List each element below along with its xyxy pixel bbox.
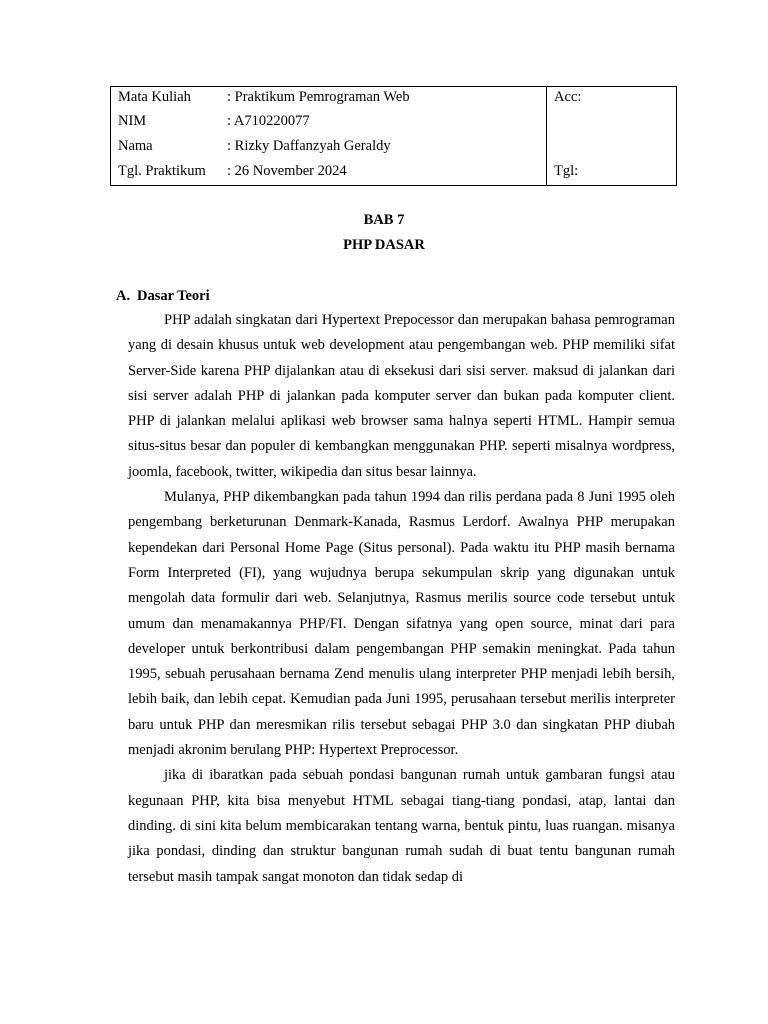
paragraph: PHP adalah singkatan dari Hypertext Prepocessor dan merupakan bahasa pemrograman yang di desain khusus untuk web development atau pengembangan web. PHP memiliki sifat Server-Side karena PHP dijalankan atau di eksekusi dari sisi server. maksud di jalankan dari sisi server adalah PHP di jalankan pada komputer server dan bukan pada komputer client. PHP di jalankan melalui aplikasi web browser sama halnya seperti HTML. Hampir semua situs-situs besar dan populer di kembangkan menggunakan PHP. seperti misalnya wordpress, joomla, facebook, twitter, wikipedia dan situs besar lainnya. [128,312,675,480]
acc-label: Acc: [554,89,582,105]
header-value: : A710220077 [227,113,310,129]
header-approval-cell [547,87,676,185]
paragraph: Mulanya, PHP dikembangkan pada tahun 1994 dan rilis perdana pada 8 Juni 1995 oleh pengembang berketurunan Denmark-Kanada, Rasmus Lerdorf. Awalnya PHP merupakan kependekan dari Personal Home Page (Situs personal). Pada waktu itu PHP masih bernama Form Interpreted (FI), yang wujudnya berupa sekumpulan skrip yang digunakan untuk mengolah data formulir dari web. Selanjutnya, Rasmus merilis source code tersebut untuk umum dan menamakannya PHP/FI. Dengan sifatnya yang open source, minat dari para developer untuk berkontribusi dalam pengembangan PHP semakin meningkat. Pada tahun 1995, sebuah perusahaan bernama Zend menulis ulang interpreter PHP menjadi lebih bersih, lebih baik, dan lebih cepat. Kemudian pada Juni 1995, perusahaan tersebut merilis interpreter baru untuk PHP dan meresmikan rilis tersebut sebagai PHP 3.0 dan singkatan PHP diubah menjadi akronim berulang PHP: Hypertext Preprocessor. [128,489,675,759]
paragraph: jika di ibaratkan pada sebuah pondasi bangunan rumah untuk gambaran fungsi atau kegunaan PHP, kita bisa menyebut HTML sebagai tiang-tiang pondasi, atap, lantai dan dinding. di sini kita belum membicarakan tentang warna, bentuk pintu, luas ruangan. misanya jika pondasi, dinding dan struktur bangunan rumah sudah di buat tentu bangunan rumah tersebut masih tampak sangat monoton dan tidak sedap di [128,767,675,885]
section-number: A. [116,288,131,304]
header-table [110,86,677,186]
section-title: Dasar Teori [137,288,210,304]
section-heading [116,286,210,306]
header-label: Nama [118,138,153,154]
chapter-number: BAB 7 [363,212,405,228]
header-label: Mata Kuliah [118,89,191,105]
header-value: : Rizky Daffanzyah Geraldy [227,138,391,154]
header-info-cell [111,87,547,185]
header-value: : 26 November 2024 [227,163,347,179]
tgl-label: Tgl: [554,163,579,179]
header-label: NIM [118,113,147,129]
chapter-title: PHP DASAR [343,237,425,253]
header-value: : Praktikum Pemrograman Web [227,89,410,105]
body-text [128,308,675,890]
header-label: Tgl. Praktikum [118,163,206,179]
